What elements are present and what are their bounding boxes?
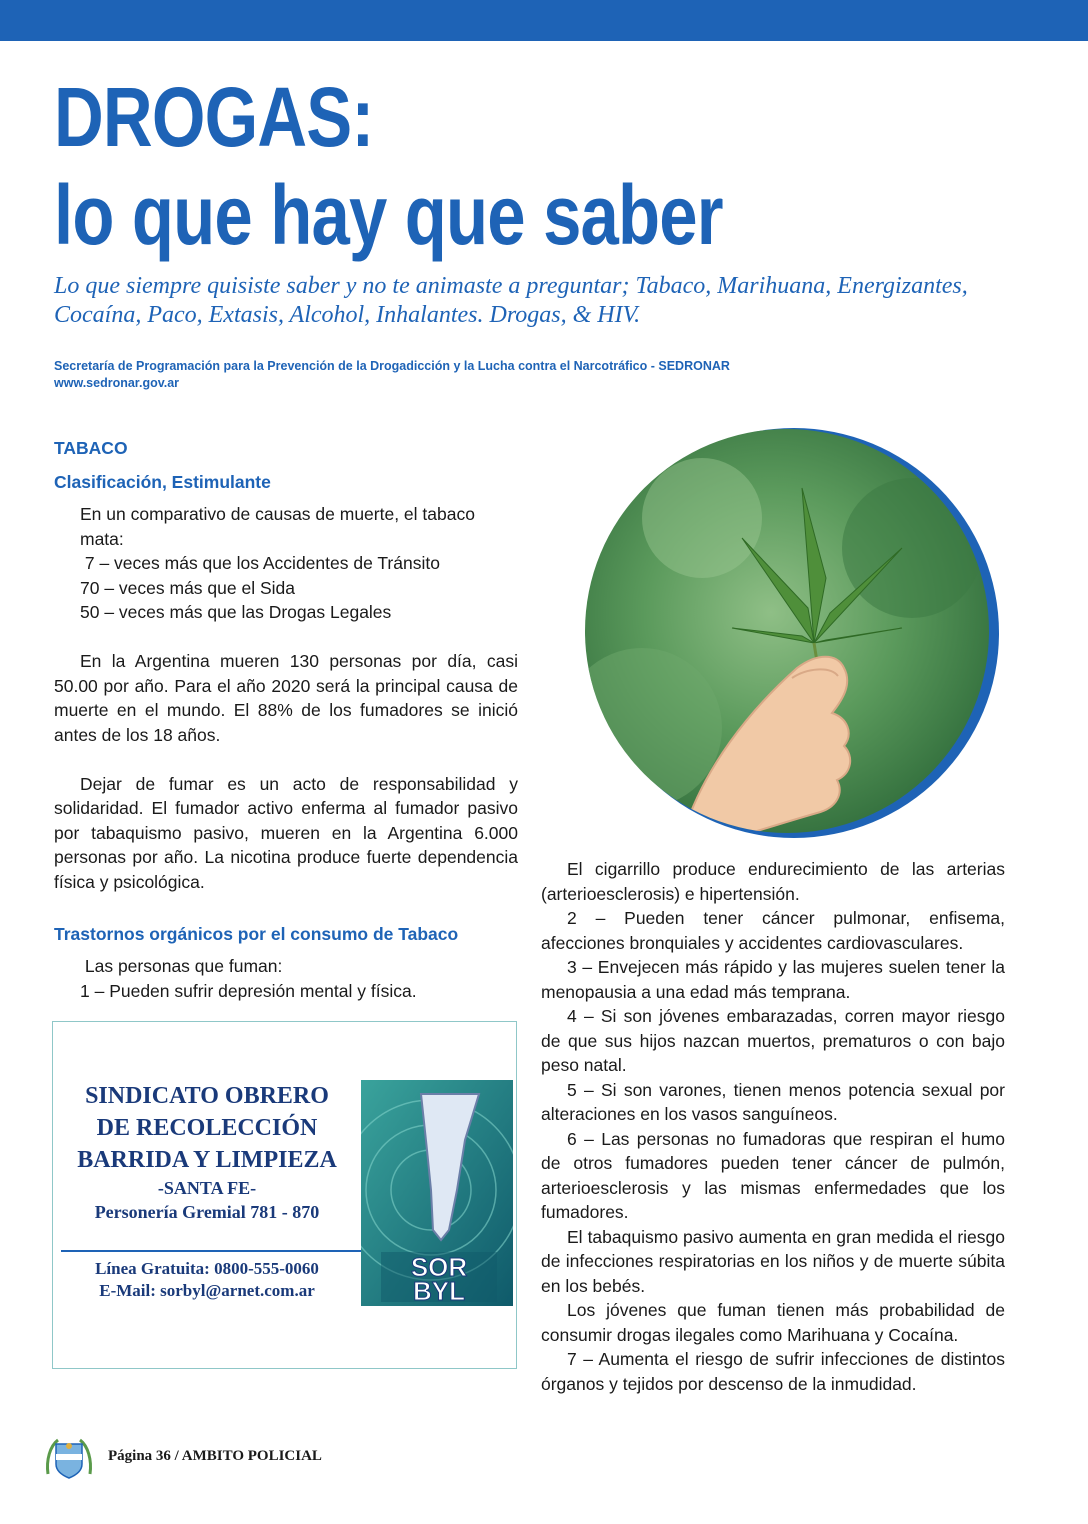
cannabis-leaf-photo — [582, 428, 1002, 838]
sorbyl-advertisement — [52, 1021, 517, 1369]
list-item: 70 – veces más que el Sida — [80, 577, 295, 598]
trastornos-intro: Las personas que fuman: — [80, 956, 283, 976]
ad-city: -SANTA FE- — [157, 1178, 257, 1198]
paragraph: El cigarrillo produce endurecimiento de las arterias (arterioesclerosis) e hipertensión. — [541, 859, 1005, 904]
logo-text-sor: SOR — [410, 1252, 468, 1282]
ad-name-line: BARRIDA Y LIMPIEZA — [77, 1147, 337, 1173]
comparison-intro: En un comparativo de causas de muerte, el tabaco mata: — [80, 504, 475, 549]
source-credit — [54, 358, 1054, 392]
sorbyl-logo — [361, 1080, 513, 1306]
ad-phone: Línea Gratuita: 0800-555-0060 — [95, 1259, 319, 1278]
page-number: Página 36 / AMBITO POLICIAL — [108, 1448, 322, 1464]
ad-email: E-Mail: sorbyl@arnet.com.ar — [99, 1281, 315, 1300]
paragraph-argentina: En la Argentina mueren 130 personas por día, casi 50.00 por año. Para el año 2020 será la principal causa de muerte en el mundo. El 88% de los fumadores se inició antes de los 18 años. — [54, 651, 518, 745]
source-url: www.sedronar.gov.ar — [54, 376, 180, 390]
paragraph: 3 – Envejecen más rápido y las mujeres suelen tener la menopausia a una edad más temprana. — [541, 957, 1005, 1002]
right-column — [541, 857, 1005, 1396]
paragraph: 7 – Aumenta el riesgo de sufrir infecciones de distintos órganos y tejidos por descenso de la inmudidad. — [541, 1349, 1005, 1394]
logo-text-byl: BYL — [413, 1276, 465, 1306]
top-color-bar — [0, 0, 1088, 41]
paragraph: 6 – Las personas no fumadoras que respiran el humo de otros fumadores pueden tener cáncer de pulmón, arterioesclerosis y las mismas enfermedades que los fumadores. — [541, 1128, 1005, 1222]
paragraph: 2 – Pueden tener cáncer pulmonar, enfisema, afecciones bronquiales y accidentes cardiovasculares. — [541, 908, 1005, 953]
trastornos-item-1: 1 – Pueden sufrir depresión mental y física. — [80, 980, 417, 1001]
title-line-2: lo que hay que saber — [54, 168, 723, 262]
paragraph-dejar-de-fumar: Dejar de fumar es un acto de responsabilidad y solidaridad. El fumador activo enferma al fumador pasivo por tabaquismo pasivo, mueren en la Argentina 6.000 personas por año. La nicotina produce fuerte dependencia física y psicológica. — [54, 773, 518, 892]
heading-tabaco: TABACO — [54, 438, 128, 458]
ad-name-line: SINDICATO OBRERO — [85, 1083, 329, 1109]
police-emblem-icon — [44, 1436, 94, 1482]
heading-clasificacion: Clasificación, Estimulante — [54, 472, 271, 492]
ad-union-info — [57, 1080, 357, 1224]
ad-personeria: Personería Gremial 781 - 870 — [94, 1202, 320, 1222]
source-organization: Secretaría de Programación para la Prevención de la Drogadicción y la Lucha contra el Narcotráfico - SEDRONAR — [54, 359, 730, 373]
list-item: 50 – veces más que las Drogas Legales — [80, 602, 392, 622]
paragraph: 4 – Si son jóvenes embarazadas, corren mayor riesgo de que sus hijos nazcan muertos, prematuros o con bajo peso natal. — [541, 1006, 1005, 1075]
title-line-1: DROGAS: — [54, 70, 374, 164]
ad-name-line: DE RECOLECCIÓN — [96, 1115, 318, 1141]
list-item: 7 – veces más que los Accidentes de Tránsito — [80, 553, 440, 573]
page-footer — [44, 1436, 444, 1482]
subtitle: Lo que siempre quisiste saber y no te animaste a preguntar; Tabaco, Marihuana, Energizantes, Cocaína, Paco, Extasis, Alcohol, Inhalantes. Drogas, & HIV. — [54, 273, 968, 328]
left-column — [54, 436, 518, 1003]
paragraph: Los jóvenes que fuman tienen más probabilidad de consumir drogas ilegales como Marihuana y Cocaína. — [541, 1300, 1005, 1345]
ad-contact — [57, 1258, 357, 1302]
paragraph: 5 – Si son varones, tienen menos potencia sexual por alteraciones en los vasos sanguíneos. — [541, 1079, 1005, 1124]
paragraph: El tabaquismo pasivo aumenta en gran medida el riesgo de infecciones respiratorias en los niños y de muerte súbita en los bebés. — [541, 1226, 1005, 1296]
heading-trastornos: Trastornos orgánicos por el consumo de Tabaco — [54, 924, 459, 944]
